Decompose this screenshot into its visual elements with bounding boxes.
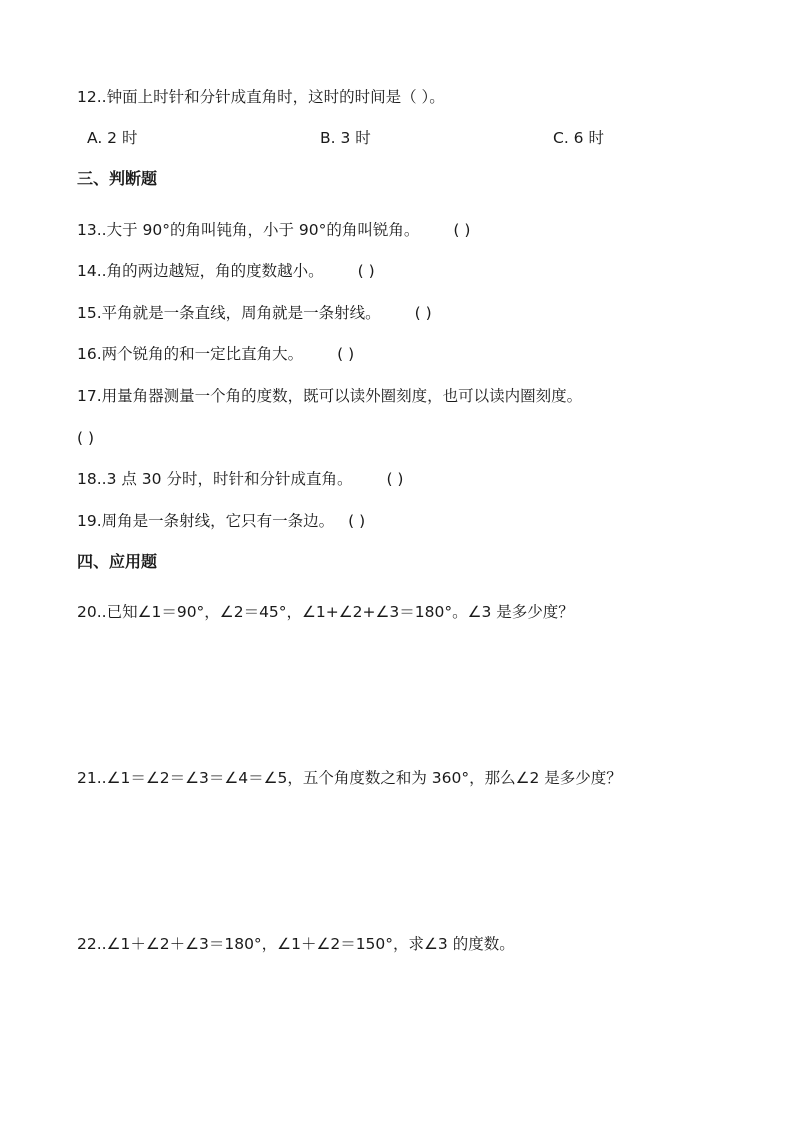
question-17 xyxy=(77,385,582,407)
answer-blank[interactable]: ( ) xyxy=(77,429,95,447)
question-16 xyxy=(77,343,354,365)
question-14-text: 14..角的两边越短，角的度数越小。 xyxy=(77,262,324,280)
question-14 xyxy=(77,260,375,282)
answer-blank[interactable]: ( ) xyxy=(453,221,471,239)
option-b: B. 3 时 xyxy=(320,129,371,147)
section-title-application: 四、应用题 xyxy=(77,552,158,571)
question-19-text: 19.周角是一条射线，它只有一条边。 xyxy=(77,512,335,530)
section-title-judgement: 三、判断题 xyxy=(77,169,158,188)
answer-blank[interactable]: ( ) xyxy=(414,304,432,322)
option-a: A. 2 时 xyxy=(87,129,138,147)
option-c: C. 6 时 xyxy=(553,129,604,147)
answer-blank[interactable]: ( ) xyxy=(386,470,404,488)
question-16-text: 16.两个锐角的和一定比直角大。 xyxy=(77,345,304,363)
question-18 xyxy=(77,468,403,490)
question-12 xyxy=(77,86,445,108)
question-17-text: 17.用量角器测量一个角的度数，既可以读外圈刻度，也可以读内圈刻度。 xyxy=(77,387,583,405)
question-15 xyxy=(77,302,432,324)
question-20-text: 20..已知∠1＝90°，∠2＝45°，∠1+∠2+∠3＝180°。∠3 是多少度？ xyxy=(77,603,574,621)
question-22-text: 22..∠1＋∠2＋∠3＝180°，∠1＋∠2＝150°，求∠3 的度数。 xyxy=(77,935,515,953)
answer-blank[interactable]: ( ) xyxy=(348,512,366,530)
answer-blank[interactable]: ( ) xyxy=(357,262,375,280)
question-15-text: 15.平角就是一条直线，周角就是一条射线。 xyxy=(77,304,381,322)
question-21 xyxy=(77,767,622,789)
question-20 xyxy=(77,601,574,623)
answer-blank[interactable]: ( ) xyxy=(337,345,355,363)
question-17-blank-line xyxy=(77,427,94,449)
question-13-text: 13..大于 90°的角叫钝角，小于 90°的角叫锐角。 xyxy=(77,221,420,239)
question-19 xyxy=(77,510,365,532)
question-18-text: 18..3 点 30 分时，时针和分针成直角。 xyxy=(77,470,353,488)
question-12-text: 12..钟面上时针和分针成直角时，这时的时间是（ ）。 xyxy=(77,88,445,106)
question-21-text: 21..∠1＝∠2＝∠3＝∠4＝∠5，五个角度数之和为 360°，那么∠2 是多少度？ xyxy=(77,769,622,787)
question-22 xyxy=(77,933,515,955)
question-13 xyxy=(77,219,470,241)
